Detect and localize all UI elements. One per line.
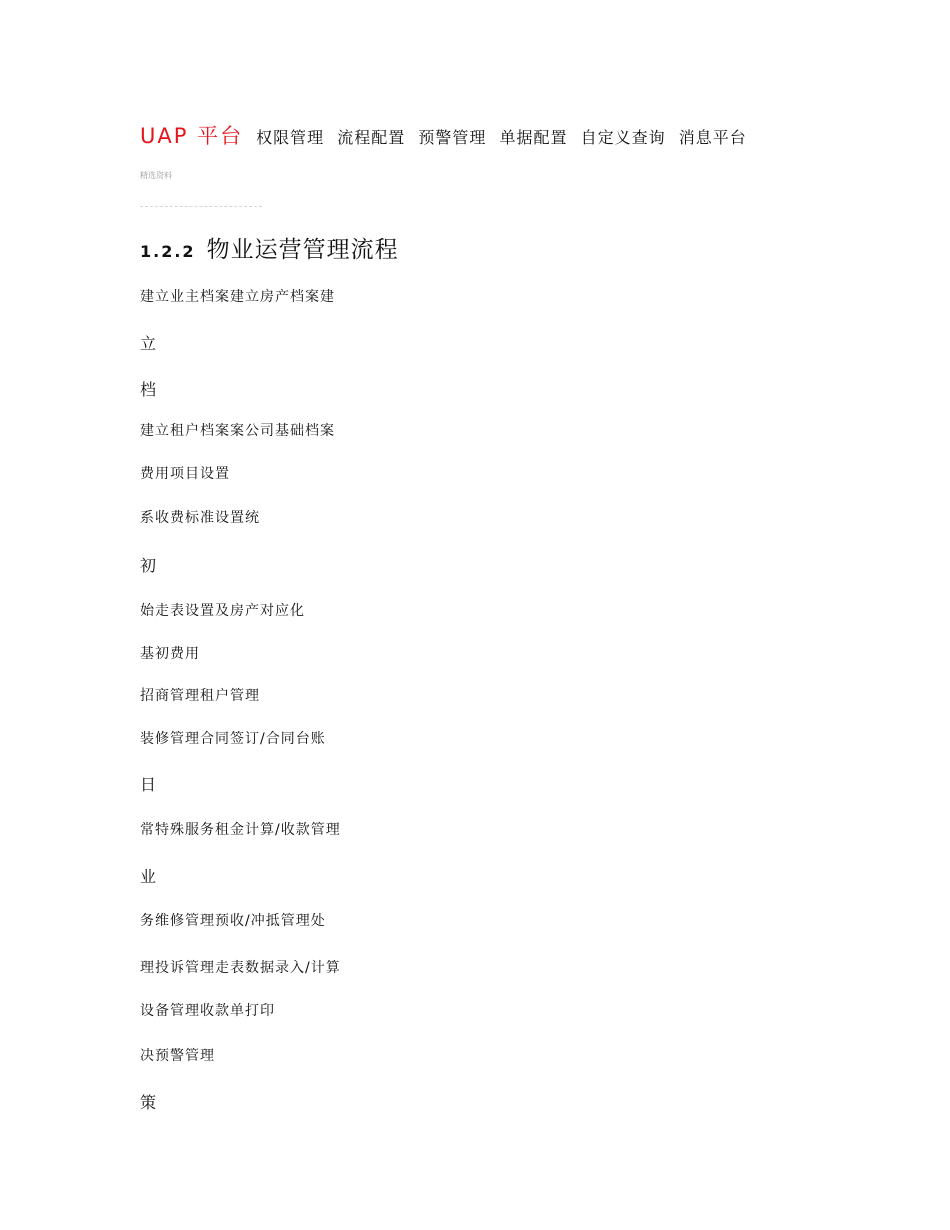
nav-message-platform: 消息平台 bbox=[678, 128, 747, 147]
text-line: 系收费标准设置统 bbox=[140, 510, 260, 526]
header-line bbox=[140, 120, 747, 150]
nav-workflow-config: 流程配置 bbox=[337, 128, 406, 147]
text-line: 建立业主档案建立房产档案建 bbox=[140, 289, 335, 305]
nav-custom-query: 自定义查询 bbox=[580, 128, 666, 147]
selected-material-note: 精选资料 bbox=[140, 171, 172, 180]
text-line: 理投诉管理走表数据录入/计算 bbox=[140, 960, 341, 976]
text-line: 日 bbox=[140, 775, 158, 794]
text-line: 档 bbox=[140, 380, 158, 399]
text-line: 策 bbox=[140, 1093, 158, 1112]
nav-permission-management: 权限管理 bbox=[256, 128, 325, 147]
text-line: 初 bbox=[140, 556, 158, 575]
text-line: 始走表设置及房产对应化 bbox=[140, 603, 305, 619]
text-line: 常特殊服务租金计算/收款管理 bbox=[140, 822, 341, 838]
text-line: 务维修管理预收/冲抵管理处 bbox=[140, 913, 326, 929]
text-line: 立 bbox=[140, 334, 158, 353]
section-number: 1.2.2 bbox=[140, 242, 196, 261]
uap-platform-title: UAP 平台 bbox=[140, 124, 244, 148]
divider bbox=[140, 206, 262, 207]
section-heading bbox=[140, 231, 399, 264]
nav-alert-management: 预警管理 bbox=[418, 128, 487, 147]
text-line: 装修管理合同签订/合同台账 bbox=[140, 731, 326, 747]
text-line: 基初费用 bbox=[140, 646, 200, 662]
text-line: 设备管理收款单打印 bbox=[140, 1003, 275, 1019]
section-title: 物业运营管理流程 bbox=[206, 237, 399, 263]
text-line: 业 bbox=[140, 867, 158, 886]
text-line: 招商管理租户管理 bbox=[140, 688, 260, 704]
text-line: 决预警管理 bbox=[140, 1048, 215, 1064]
text-line: 费用项目设置 bbox=[140, 466, 230, 482]
text-line: 建立租户档案案公司基础档案 bbox=[140, 423, 335, 439]
nav-document-config: 单据配置 bbox=[499, 128, 568, 147]
